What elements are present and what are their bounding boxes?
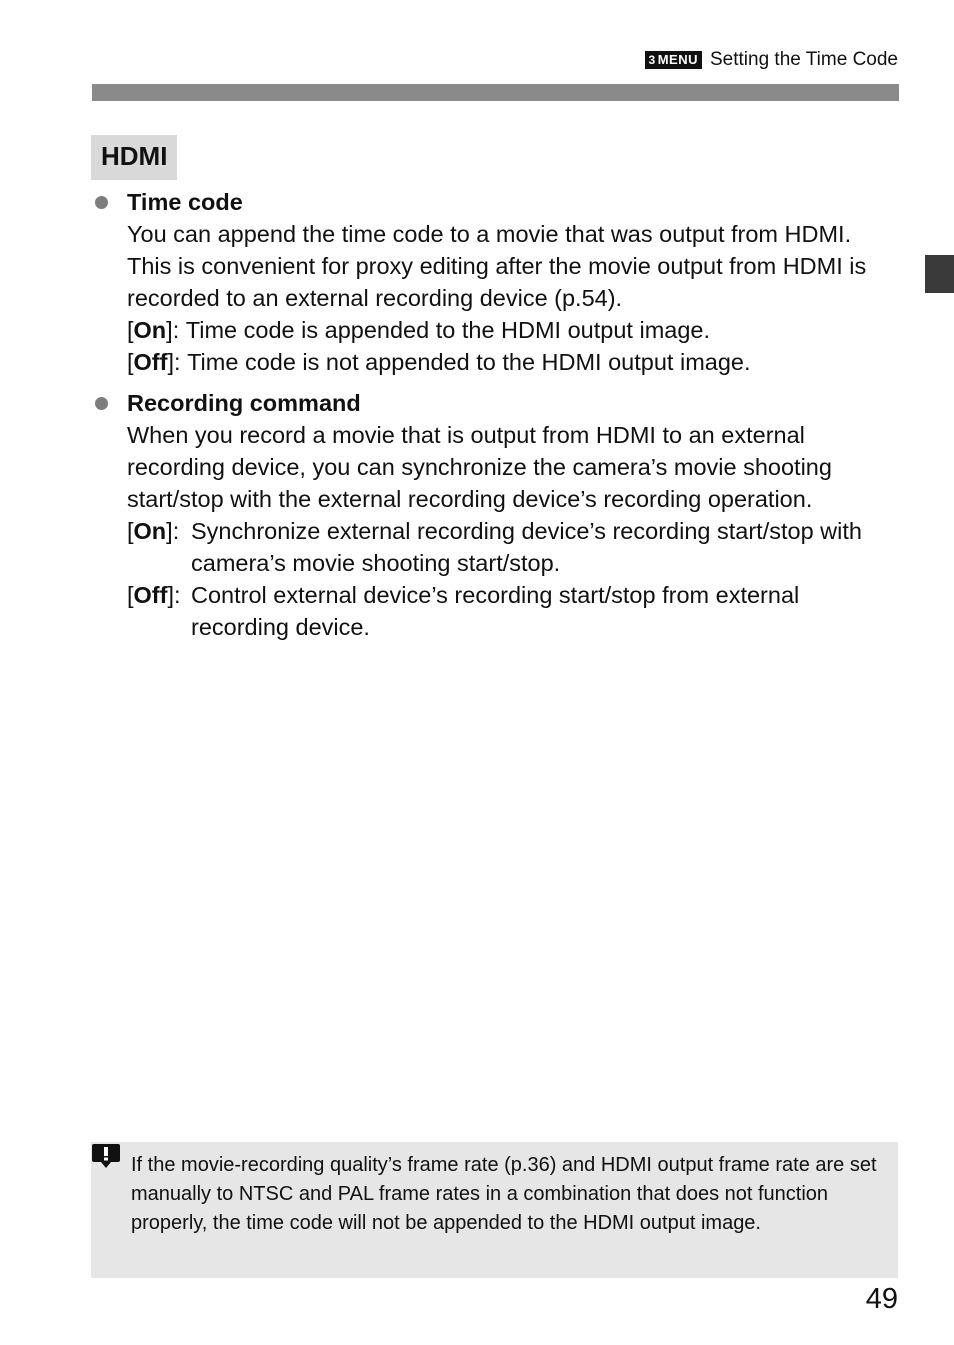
list-item-recording-command (95, 387, 895, 643)
caution-box (91, 1142, 898, 1278)
item-title: Recording command (127, 390, 361, 416)
chapter-side-tab (925, 255, 954, 293)
option-row (127, 579, 895, 643)
item-description: When you record a movie that is output from HDMI to an external recording device, you can synchronize the camera’s movie shooting start/stop with the external recording device’s recording operation. (127, 422, 832, 512)
header-title: Setting the Time Code (710, 49, 898, 70)
option-row (127, 346, 895, 378)
option-description: Time code is not appended to the HDMI output image. (187, 349, 751, 375)
bullet-icon (95, 196, 108, 209)
option-key: [On]: (127, 317, 186, 343)
option-row (127, 515, 895, 579)
caution-text: If the movie-recording quality’s frame rate (p.36) and HDMI output frame rate are set manually to NTSC and PAL frame rates in a combination that does not function properly, the time code will not be appended to the HDMI output image. (131, 1154, 877, 1234)
menu-icon (645, 51, 702, 69)
option-key: [On]: (127, 518, 186, 544)
option-key: [Off]: (127, 582, 188, 608)
page-number: 49 (865, 1283, 898, 1315)
option-description: Control external device’s recording start/stop from external recording device. (191, 582, 800, 640)
running-header (645, 49, 898, 71)
bullet-icon (95, 397, 108, 410)
option-description: Synchronize external recording device’s recording start/stop with camera’s movie shooting start/stop. (191, 518, 862, 576)
caution-icon (91, 1142, 121, 1172)
menu-icon-number: 3 (648, 53, 656, 67)
item-title: Time code (127, 189, 243, 215)
list-item-time-code (95, 186, 895, 378)
menu-icon-label: MENU (657, 52, 698, 67)
section-heading: HDMI (91, 135, 177, 180)
header-rule (92, 84, 899, 101)
option-key: [Off]: (127, 349, 188, 375)
option-row (127, 314, 895, 346)
option-description: Time code is appended to the HDMI output image. (185, 317, 711, 343)
item-description: You can append the time code to a movie that was output from HDMI. This is convenient for proxy editing after the movie output from HDMI is recorded to an external recording device (p.54). (127, 221, 867, 311)
